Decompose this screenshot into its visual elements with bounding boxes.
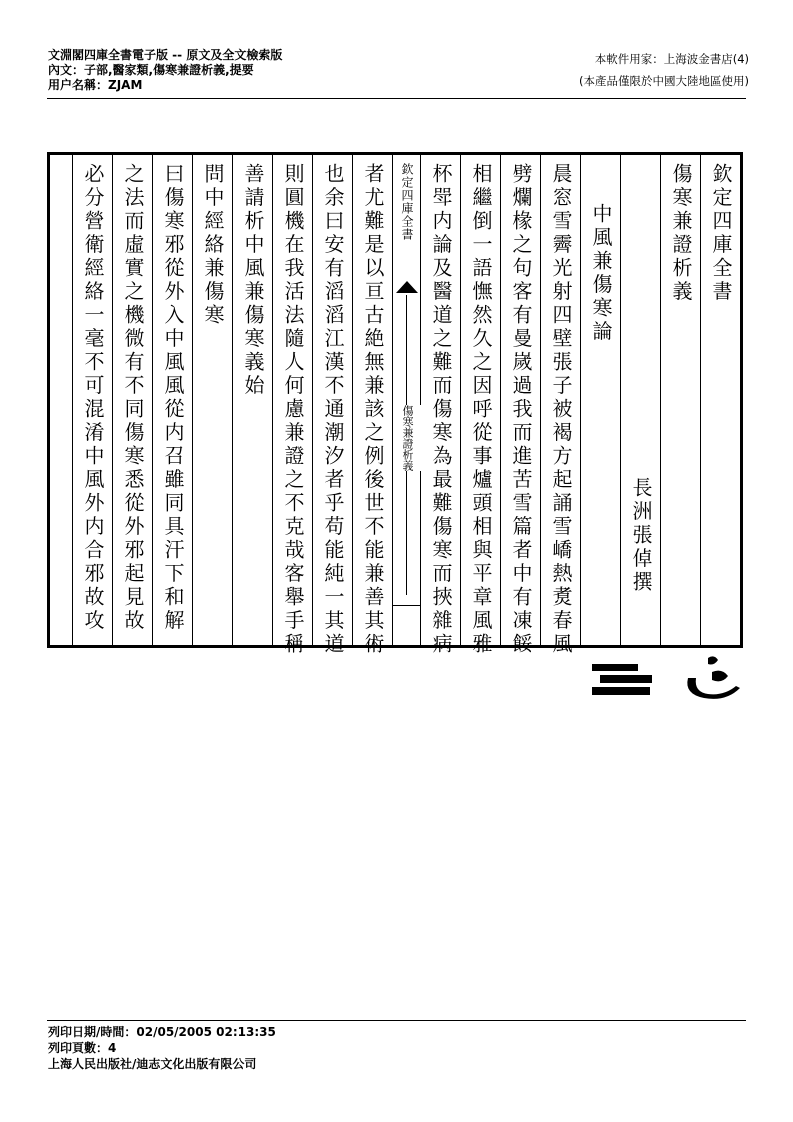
column-2-text: 傷寒兼證析義 — [669, 163, 693, 304]
column-13-text: 問中經絡兼傷寒 — [201, 163, 225, 328]
banner-title: 欽定四庫全書 — [400, 163, 414, 241]
column-4-text: 中風兼傷寒論 — [589, 203, 613, 344]
publisher-logo-seal-icon — [682, 654, 744, 704]
column-6 — [500, 155, 540, 657]
column-9 — [352, 155, 392, 657]
publisher-logo-bars-icon — [592, 662, 654, 698]
column-15-text: 之法而虛實之機微有不同傷寒悉從外邪起見故 — [121, 163, 145, 633]
column-16-text: 必分營衛經絡一毫不可混淆中風外内合邪故攻 — [81, 163, 105, 633]
column-11-text: 則圓機在我活法隨人何慮兼證之不克哉客舉手稱 — [281, 163, 305, 657]
header-info — [48, 48, 282, 93]
header-region-note: (本產品僅限於中國大陸地區使用) — [579, 74, 749, 88]
column-10-text: 也余曰安有滔滔江漢不通潮汐者乎苟能純一其道 — [321, 163, 345, 657]
footer-print-time: 列印日期/時間：02/05/2005 02:13:35 — [48, 1025, 276, 1039]
column-3 — [620, 155, 660, 645]
column-2 — [660, 155, 700, 645]
column-3-text: 長洲張倬撰 — [629, 477, 653, 595]
column-6-text: 劈爛椽之句客有曼嵗過我而進苦雪篇者中有凍餒 — [509, 163, 533, 657]
header-divider — [47, 98, 746, 99]
column-4 — [580, 155, 620, 645]
footer-info — [48, 1024, 276, 1072]
column-10 — [312, 155, 352, 657]
column-13 — [192, 155, 232, 645]
footer-page-count: 列印頁數：4 — [48, 1041, 117, 1055]
column-7 — [460, 155, 500, 657]
footer-divider — [47, 1020, 746, 1021]
column-15 — [112, 155, 152, 645]
column-5 — [540, 155, 580, 657]
column-8 — [420, 155, 460, 657]
column-14 — [152, 155, 192, 645]
banner-book-name: 傷寒兼證析義 — [393, 405, 421, 471]
column-1-text: 欽定四庫全書 — [709, 163, 733, 304]
column-1 — [700, 155, 740, 645]
fish-tail-mark-icon — [396, 281, 418, 293]
book-page — [47, 152, 743, 657]
column-7-text: 相繼倒一語憮然久之因呼從事爐頭相與平章風雅 — [469, 163, 493, 657]
column-16 — [72, 155, 112, 645]
column-8-text: 杯斝内論及醫道之難而傷寒為最難傷寒而挾雜病 — [429, 163, 453, 657]
header-content-path: 內文：子部,醫家類,傷寒兼證析義,提要 — [48, 63, 254, 77]
footer-publisher: 上海人民出版社/迪志文化出版有限公司 — [48, 1057, 257, 1071]
column-11 — [272, 155, 312, 657]
header-license — [579, 48, 749, 92]
center-fold-banner — [392, 155, 420, 645]
banner-tick — [393, 605, 421, 606]
header-title: 文淵閣四庫全書電子版 -- 原文及全文檢索版 — [48, 48, 283, 62]
header-username: 用户名稱：ZJAM — [48, 78, 143, 92]
column-12 — [232, 155, 272, 645]
column-12-text: 善請析中風兼傷寒義始 — [241, 163, 265, 398]
column-9-text: 者尤難是以亘古絶無兼該之例後世不能兼善其術 — [361, 163, 385, 657]
column-5-text: 晨窓雪霽光射四壁張子被褐方起誦雪嶠熱煑春風 — [549, 163, 573, 657]
column-14-text: 曰傷寒邪從外入中風風從内召雖同具汗下和解 — [161, 163, 185, 633]
header-licensee: 本軟件用家：上海波金書店(4) — [594, 52, 749, 66]
